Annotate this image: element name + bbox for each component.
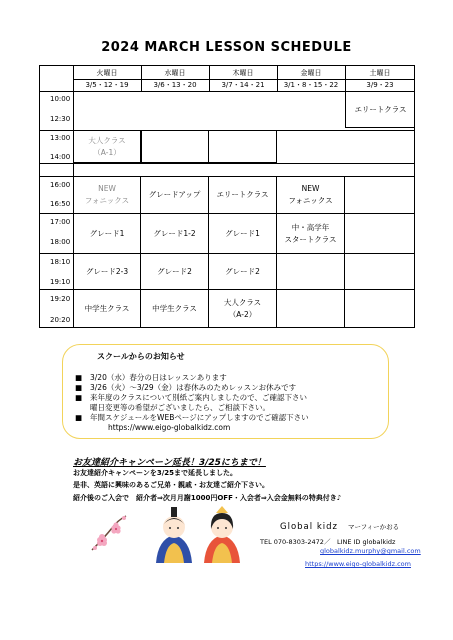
class-cell (277, 177, 345, 213)
time-start: 17:00 (50, 218, 71, 226)
time-start: 19:20 (50, 295, 71, 303)
time-start: 18:10 (50, 258, 71, 266)
class-cell (277, 214, 345, 253)
campaign-line: お友達紹介キャンペーンを3/25まで延長しました。 (73, 469, 238, 477)
class-cell (209, 177, 277, 213)
dates-friday: 3/1・8・15・22 (283, 81, 339, 89)
notice-line: 来年度のクラスについて別紙ご案内しましたので、ご確認下さい (90, 393, 307, 402)
time-end: 16:50 (50, 200, 71, 208)
class-label: 中学生クラス (152, 303, 197, 313)
notice-title: スクールからのお知らせ (97, 352, 185, 361)
class-label: NEW フォニックス (288, 184, 333, 205)
time-end: 20:20 (50, 316, 71, 324)
class-cell (141, 214, 209, 253)
notice-bullet: ■ (75, 383, 83, 392)
class-cell (345, 92, 415, 128)
campaign-title: お友達紹介キャンペーン延長！3/25にちまで！ (73, 458, 266, 468)
notice-line: 曜日変更等の希望がございましたら、ご相談下さい。 (90, 403, 270, 412)
class-cell-empty (209, 131, 277, 163)
class-label: 大人クラス （A-1） (88, 135, 126, 157)
notice-website-link[interactable]: https://www.eigo-globalkidz.com (108, 423, 231, 432)
time-start: 16:00 (50, 181, 71, 189)
class-label: グレード1 (89, 228, 125, 238)
time-start: 13:00 (50, 134, 71, 142)
class-cell (209, 254, 277, 289)
plum-blossom-illustration (86, 510, 132, 556)
campaign-line: 是非、英語に興味のあるご兄弟・親戚・お友達ご紹介下さい。 (73, 481, 269, 489)
class-label: 中学生クラス (84, 303, 130, 313)
class-label: 中・高学年 スタートクラス (284, 222, 337, 244)
time-end: 12:30 (50, 115, 71, 123)
class-cell-empty (141, 131, 209, 163)
class-cell (74, 177, 141, 213)
school-name-text: Global kidz (280, 522, 338, 532)
day-tuesday: 火曜日 (96, 69, 118, 77)
page-title: 2024 MARCH LESSON SCHEDULE (101, 40, 352, 55)
class-cell (209, 290, 277, 327)
class-cell (74, 214, 141, 253)
class-cell-empty (277, 254, 345, 289)
day-friday: 金曜日 (300, 69, 322, 77)
time-end: 19:10 (50, 278, 71, 286)
class-cell-empty (277, 290, 345, 327)
contact-tel: TEL 070-8303-2472／ LINE ID globalkidz (260, 538, 396, 546)
class-cell (209, 214, 277, 253)
notice-line: 3/20（水）春分の日はレッスンあります (90, 373, 227, 382)
notice-bullet: ■ (75, 393, 83, 402)
class-label: グレード1 (225, 228, 260, 238)
time-start: 10:00 (50, 95, 71, 103)
class-cell (141, 177, 209, 213)
day-thursday: 木曜日 (232, 69, 254, 77)
notice-line: 3/26（火）～3/29（金）は春休みのためレッスンお休みです (90, 383, 297, 392)
class-cell (74, 290, 141, 327)
day-wednesday: 水曜日 (164, 69, 186, 77)
dates-tuesday: 3/5・12・19 (85, 81, 129, 89)
time-end: 18:00 (50, 238, 71, 246)
class-label: NEW フォニックス (84, 184, 130, 205)
dates-wednesday: 3/6・13・20 (153, 81, 197, 89)
school-name (280, 522, 399, 532)
class-label: エリートクラス (354, 104, 407, 114)
class-label: エリートクラス (216, 190, 269, 199)
class-label: グレード2-3 (85, 266, 129, 276)
block-separator (39, 163, 415, 164)
hina-dolls-illustration (150, 503, 246, 565)
notice-bullet: ■ (75, 373, 83, 382)
class-cell (74, 254, 141, 289)
class-cell (141, 254, 209, 289)
notice-bullet: ■ (75, 413, 83, 422)
class-label: グレード2 (157, 266, 192, 276)
time-end: 14:00 (50, 153, 71, 161)
class-label: 大人クラス （A-2） (223, 297, 262, 319)
email-link[interactable]: globalkidz.murphy@gmail.com (320, 547, 421, 555)
class-label: グレード2 (225, 266, 260, 276)
website-link[interactable]: https://www.eigo-globalkidz.com (305, 560, 411, 568)
class-cell (141, 290, 209, 327)
day-saturday: 土曜日 (369, 69, 391, 77)
dates-thursday: 3/7・14・21 (221, 81, 265, 89)
class-label: グレード1-2 (153, 228, 196, 238)
class-label: グレードアップ (148, 190, 201, 199)
contact-person: マーフィーかおる (347, 523, 400, 531)
dates-saturday: 3/9・23 (366, 81, 394, 89)
campaign-line: 紹介後のご入会で 紹介者⇒次月月謝1000円OFF・入会者⇒入会金無料の特典付き♪ (73, 494, 342, 502)
class-cell (74, 131, 141, 163)
notice-line: 年間スケジュールをWEBページにアップしますのでご確認下さい (90, 413, 309, 422)
